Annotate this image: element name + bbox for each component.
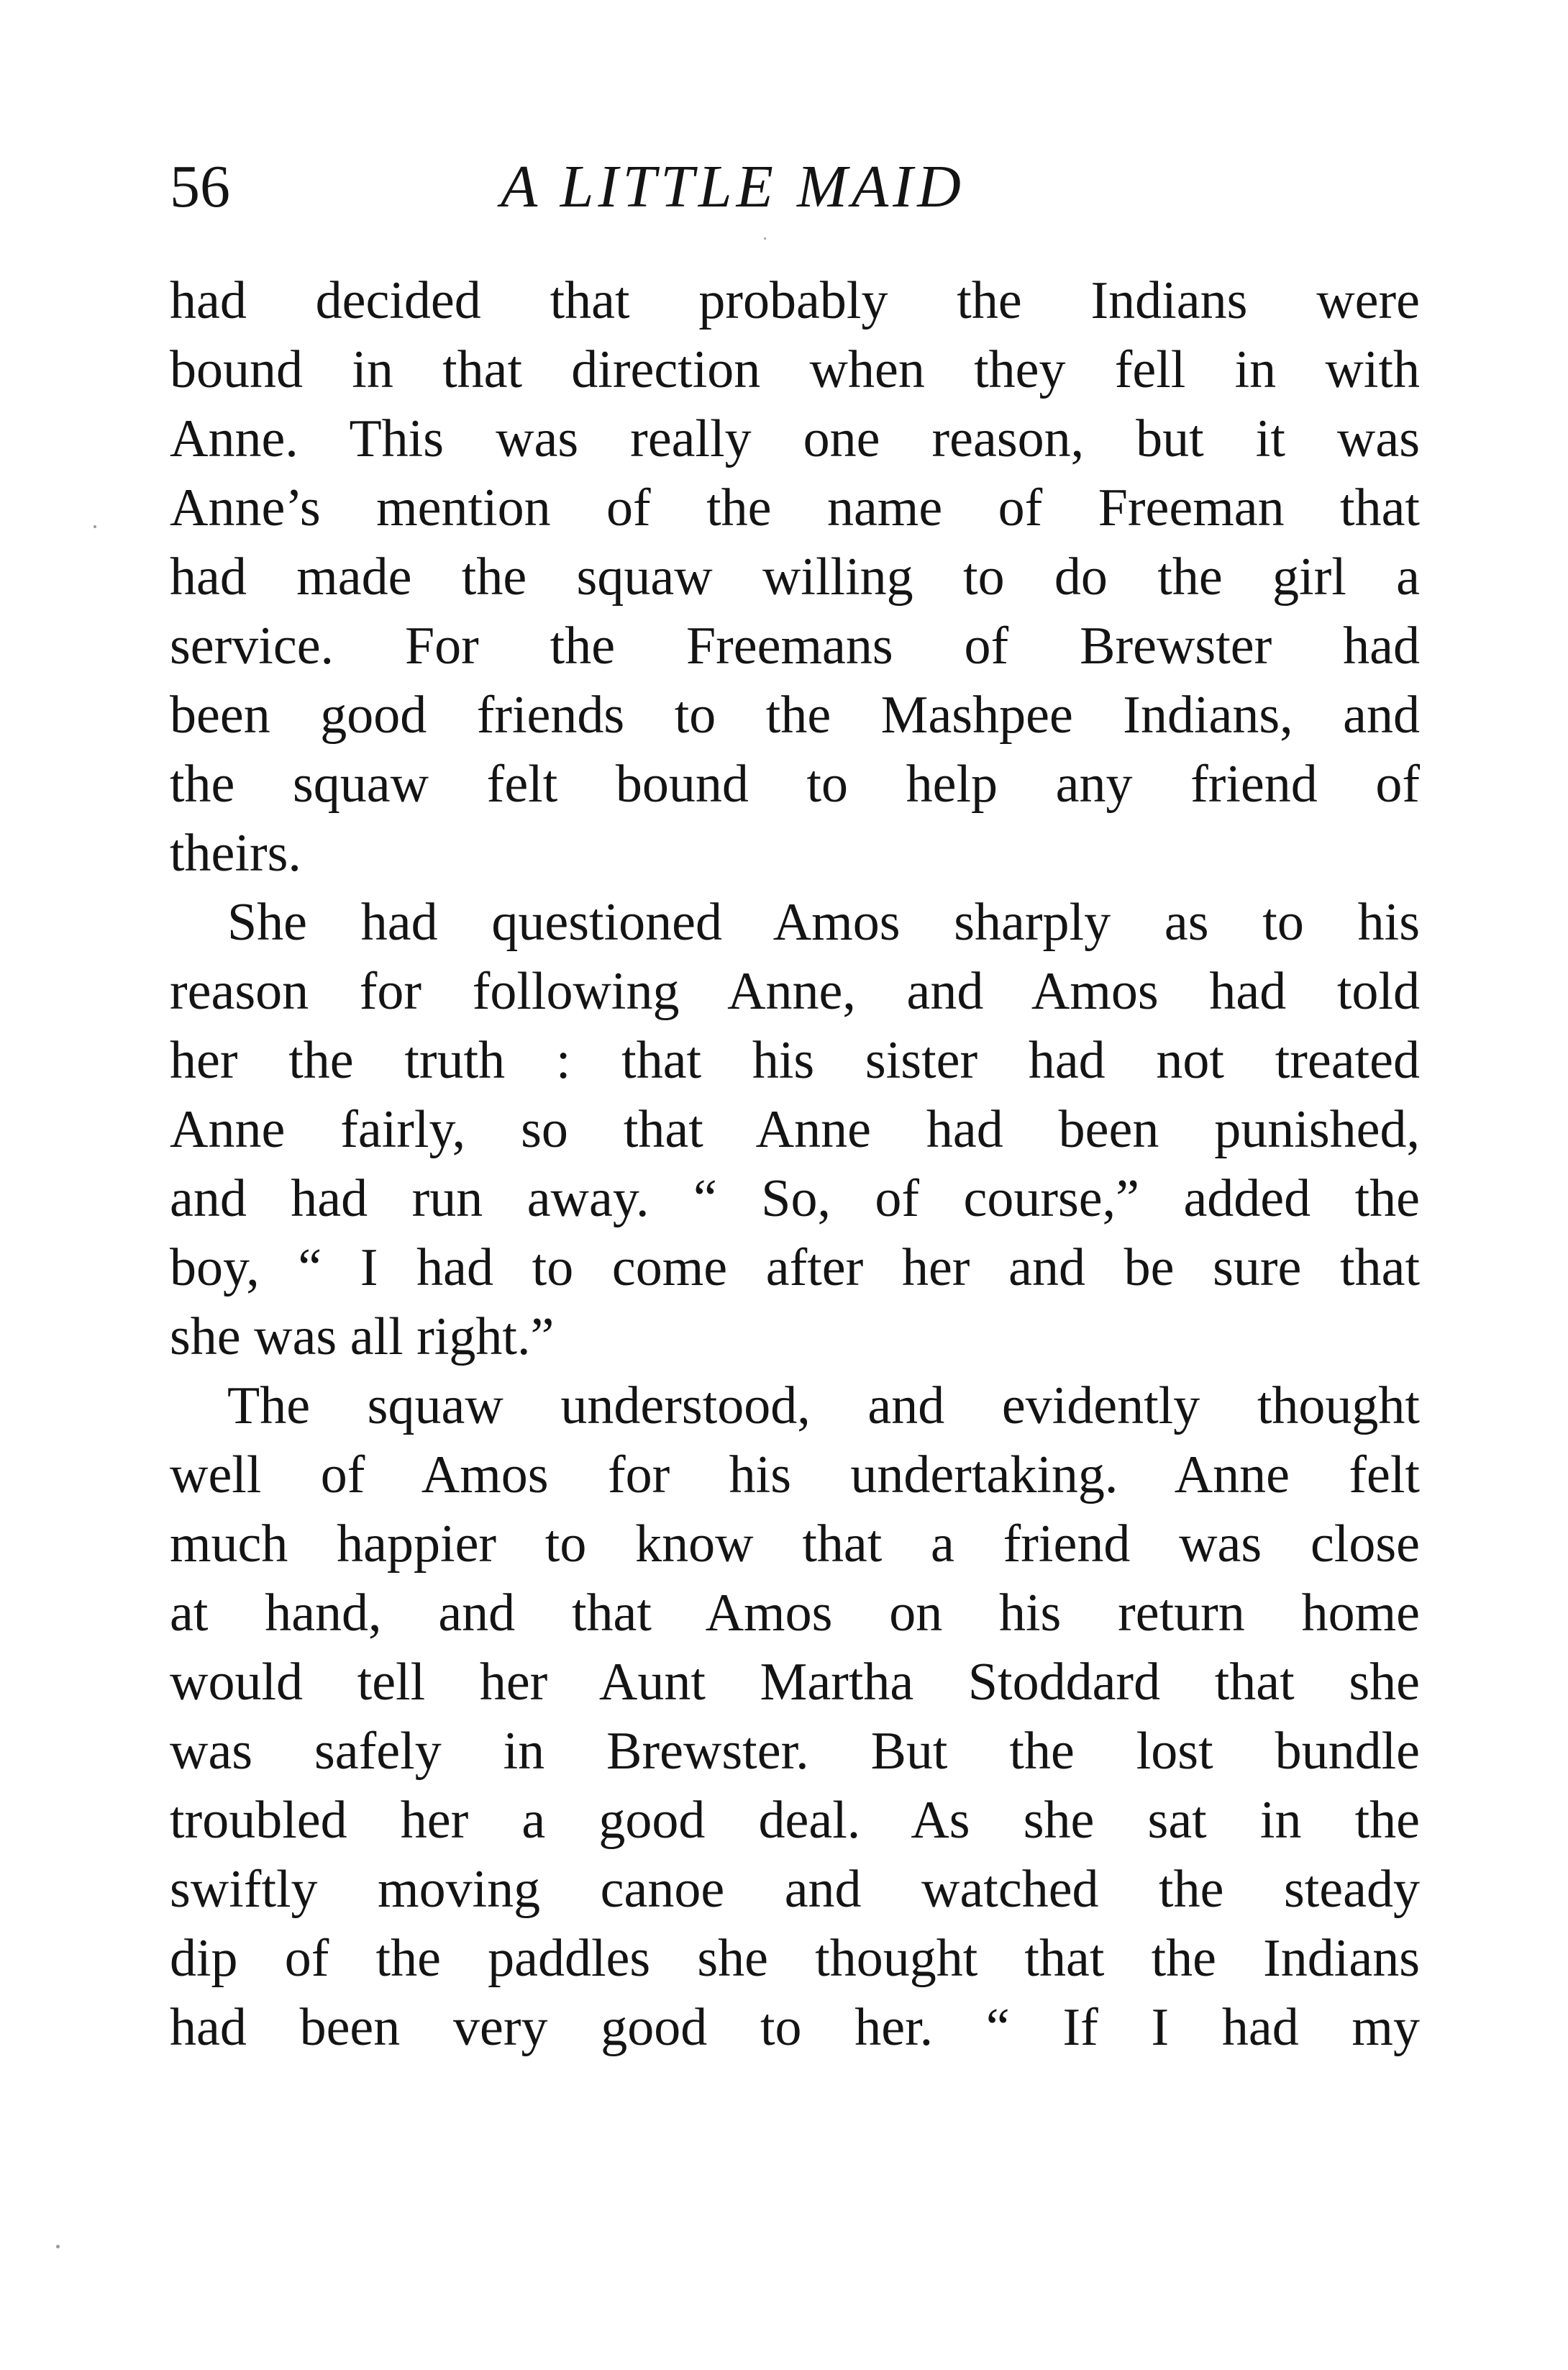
text-line: at hand, and that Amos on his return home bbox=[170, 1584, 1420, 1643]
text-line: had decided that probably the Indians were bbox=[170, 271, 1420, 330]
text-line: had made the squaw willing to do the girl a bbox=[170, 548, 1420, 607]
text-line: would tell her Aunt Martha Stoddard that she bbox=[170, 1653, 1420, 1712]
text-line: dip of the paddles she thought that the Indians bbox=[170, 1929, 1420, 1988]
running-head bbox=[170, 147, 1420, 227]
text-line: and had run away. “ So, of course,” added the bbox=[170, 1169, 1420, 1228]
text-line: troubled her a good deal. As she sat in the bbox=[170, 1791, 1420, 1850]
text-line: she was all right.” bbox=[170, 1307, 555, 1366]
page-number: 56 bbox=[170, 153, 230, 220]
paper-speck bbox=[56, 2245, 60, 2248]
paragraph-3 bbox=[170, 1371, 1420, 2062]
text-line: theirs. bbox=[170, 824, 301, 883]
text-line: well of Amos for his undertaking. Anne felt bbox=[170, 1445, 1420, 1504]
text-line: had been very good to her. “ If I had my bbox=[170, 1998, 1420, 2057]
text-line: bound in that direction when they fell in with bbox=[170, 340, 1420, 399]
text-line: She had questioned Amos sharply as to his bbox=[227, 893, 1420, 952]
text-line: Anne. This was really one reason, but it was bbox=[170, 409, 1420, 468]
text-line: service. For the Freemans of Brewster had bbox=[170, 617, 1420, 676]
text-line: swiftly moving canoe and watched the steady bbox=[170, 1860, 1420, 1919]
text-line: Anne fairly, so that Anne had been punished, bbox=[170, 1100, 1420, 1159]
running-title: A LITTLE MAID bbox=[501, 153, 965, 220]
body-text bbox=[170, 266, 1420, 2062]
text-line: was safely in Brewster. But the lost bundle bbox=[170, 1722, 1420, 1781]
paper-speck bbox=[94, 525, 96, 528]
text-line: much happier to know that a friend was close bbox=[170, 1515, 1420, 1574]
text-line: The squaw understood, and evidently thought bbox=[227, 1376, 1420, 1435]
paragraph-2 bbox=[170, 888, 1420, 1371]
text-line: Anne’s mention of the name of Freeman that bbox=[170, 478, 1420, 537]
paragraph-1 bbox=[170, 266, 1420, 888]
text-line: the squaw felt bound to help any friend of bbox=[170, 755, 1420, 814]
text-line: her the truth : that his sister had not treated bbox=[170, 1031, 1420, 1090]
text-line: reason for following Anne, and Amos had told bbox=[170, 962, 1420, 1021]
paper-speck bbox=[764, 237, 766, 240]
text-line: been good friends to the Mashpee Indians, and bbox=[170, 686, 1420, 745]
text-line: boy, “ I had to come after her and be sure that bbox=[170, 1238, 1420, 1297]
